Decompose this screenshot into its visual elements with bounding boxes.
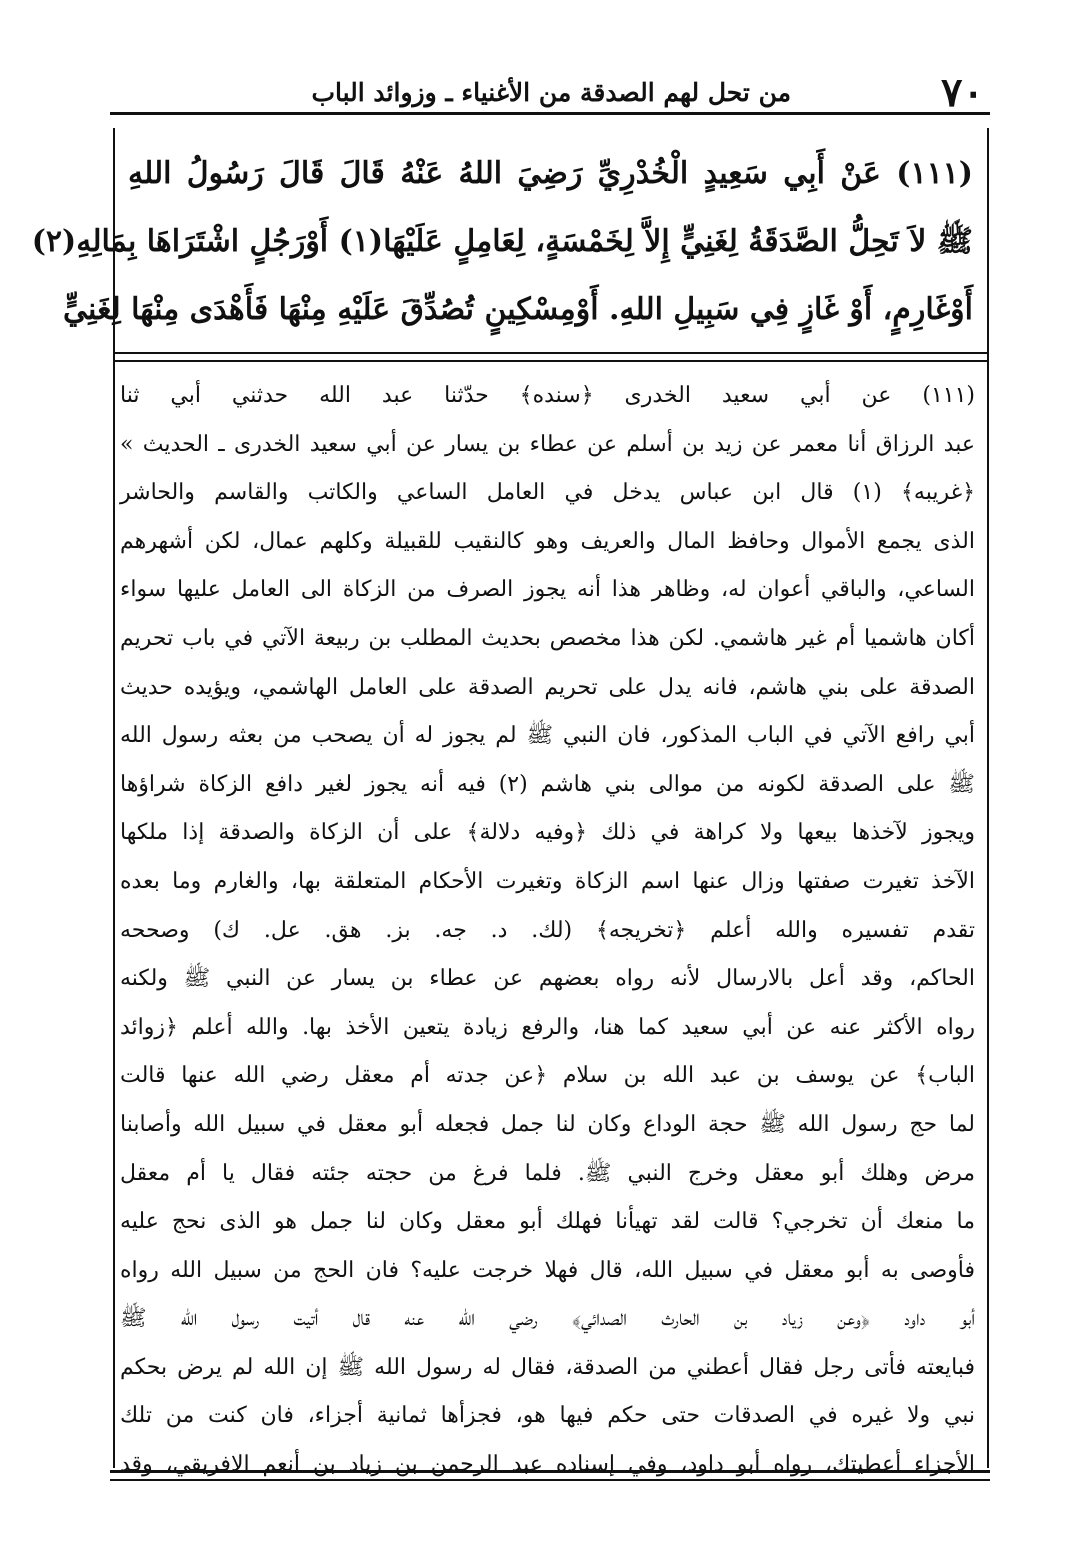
section-divider (113, 352, 987, 362)
footer-rule (110, 1470, 990, 1481)
commentary-line: رواه الأكثر عنه عن أبي سعيد كما هنا، والرفع زيادة يتعين الأخذ بها. والله أعلم ﴿زوائد (120, 1014, 975, 1040)
running-title: من تحل لهم الصدقة من الأغنياء ـ وزوائد الباب (311, 77, 792, 107)
commentary-line: الحاكم، وقد أعل بالارسال لأنه رواه بعضهم عن عطاء بن يسار عن النبي ﷺ ولكنه (120, 966, 975, 992)
commentary-line: الآخذ تغيرت صفتها وزال عنها اسم الزكاة وتغيرت الأحكام المتعلقة بها، والغارم وما بعده (120, 868, 975, 894)
commentary-line: ﷺ على الصدقة لكونه من موالى بني هاشم (٢) فيه أنه يجوز لغير دافع الزكاة شراؤها (120, 771, 975, 797)
hadith-text (31, 140, 973, 345)
commentary-line: عبد الرزاق أنا معمر عن زيد بن أسلم عن عطاء بن يسار عن أبي سعيد الخدرى ـ الحديث » (120, 431, 975, 457)
commentary-line: مرض وهلك أبو معقل وخرج النبي ﷺ. فلما فرغ من حجته جئته فقال يا أم معقل (120, 1160, 975, 1186)
commentary-line: فبايعته فأتى رجل فقال أعطني من الصدقة، فقال له رسول الله ﷺ إن الله لم يرض بحكم (120, 1354, 975, 1380)
commentary-line: لما حج رسول الله ﷺ حجة الوداع وكان لنا جمل فجعله أبو معقل في سبيل الله وأصابنا (120, 1111, 975, 1137)
hadith-line: (١١١) عَنْ أَبِي سَعِيدٍ الْخُدْرِيِّ رَضِيَ اللهُ عَنْهُ قَالَ قَالَ رَسُولُ اللهِ (128, 156, 973, 191)
header-rule (110, 112, 990, 115)
commentary-line: أبو داود ﴿وعن زياد بن الحارث الصدائي﴾ رضي الله عنه قال أتيت رسول الله ﷺ (120, 1306, 975, 1332)
commentary-line: الباب﴾ عن يوسف بن عبد الله بن سلام ﴿عن جدته أم معقل رضي الله عنها قالت (120, 1063, 975, 1089)
commentary-line: أكان هاشميا أم غير هاشمي. لكن هذا مخصص بحديث المطلب بن ربيعة الآتي في باب تحريم (120, 625, 975, 651)
commentary-line: الذى يجمع الأموال وحافظ المال والعريف وهو كالنقيب للقبيلة وكلهم عمال، لكن أشهرهم (120, 528, 975, 554)
commentary-line: تقدم تفسيره والله أعلم ﴿تخريجه﴾ (لك. د. جه. بز. هق. عل. ك) وصححه (120, 917, 975, 943)
commentary-line: أبي رافع الآتي في الباب المذكور، فان النبي ﷺ لم يجوز له أن يصحب من بعثه رسول الله (120, 723, 975, 749)
hadith-line: أَوْغَارِمٍ، أَوْ غَازٍ فِي سَبِيلِ اللهِ. أَوْمِسْكِينٍ تُصُدِّقَ عَلَيْهِ مِنْهَا فَأَهْدَى مِنْهَا لِغَنِيٍّ (63, 292, 973, 327)
commentary-line: الأجزاء أعطيتك، رواه أبو داود، وفي إسناده عبد الرحمن بن زياد بن أنعم الافريقي، وقد (120, 1452, 975, 1478)
page-number: ٧٠ (941, 68, 984, 116)
commentary-line: نبي ولا غيره في الصدقات حتى حكم فيها هو، فجزأها ثمانية أجزاء، فان كنت من تلك (120, 1403, 975, 1429)
commentary-text (120, 372, 976, 1478)
page-header (110, 70, 990, 114)
commentary-line: الساعي، والباقي أعوان له، وظاهر هذا أنه يجوز الصرف من الزكاة الى العامل عليها سواء (120, 577, 975, 603)
commentary-line: ويجوز لآخذها بيعها ولا كراهة في ذلك ﴿وفيه دلالة﴾ على أن الزكاة والصدقة إذا ملكها (120, 820, 975, 846)
commentary-line: فأوصى به أبو معقل في سبيل الله، قال فهلا خرجت عليه؟ فان الحج من سبيل الله رواه (120, 1257, 975, 1283)
commentary-line: ﴿غريبه﴾ (١) قال ابن عباس يدخل في العامل الساعي والكاتب والقاسم والحاشر (120, 480, 976, 506)
hadith-line: ﷺ لاَ تَحِلُّ الصَّدَقَةُ لِغَنِيٍّ إِلاَّ لِخَمْسَةٍ، لِعَامِلٍ عَلَيْهَا(١) أَوْرَجُلٍ اشْتَرَاهَا بِمَالِهِ(٢) (31, 224, 973, 259)
commentary-line: الصدقة على بني هاشم، فانه يدل على تحريم الصدقة على العامل الهاشمي، ويؤيده حديث (120, 674, 975, 700)
commentary-line: (١١١) عن أبي سعيد الخدرى ﴿سنده﴾ حدّثنا عبد الله حدثني أبي ثنا (120, 383, 975, 408)
commentary-line: ما منعك أن تخرجي؟ قالت لقد تهيأنا فهلك أبو معقل وكان لنا جمل هو الذى نحج عليه (120, 1209, 975, 1235)
